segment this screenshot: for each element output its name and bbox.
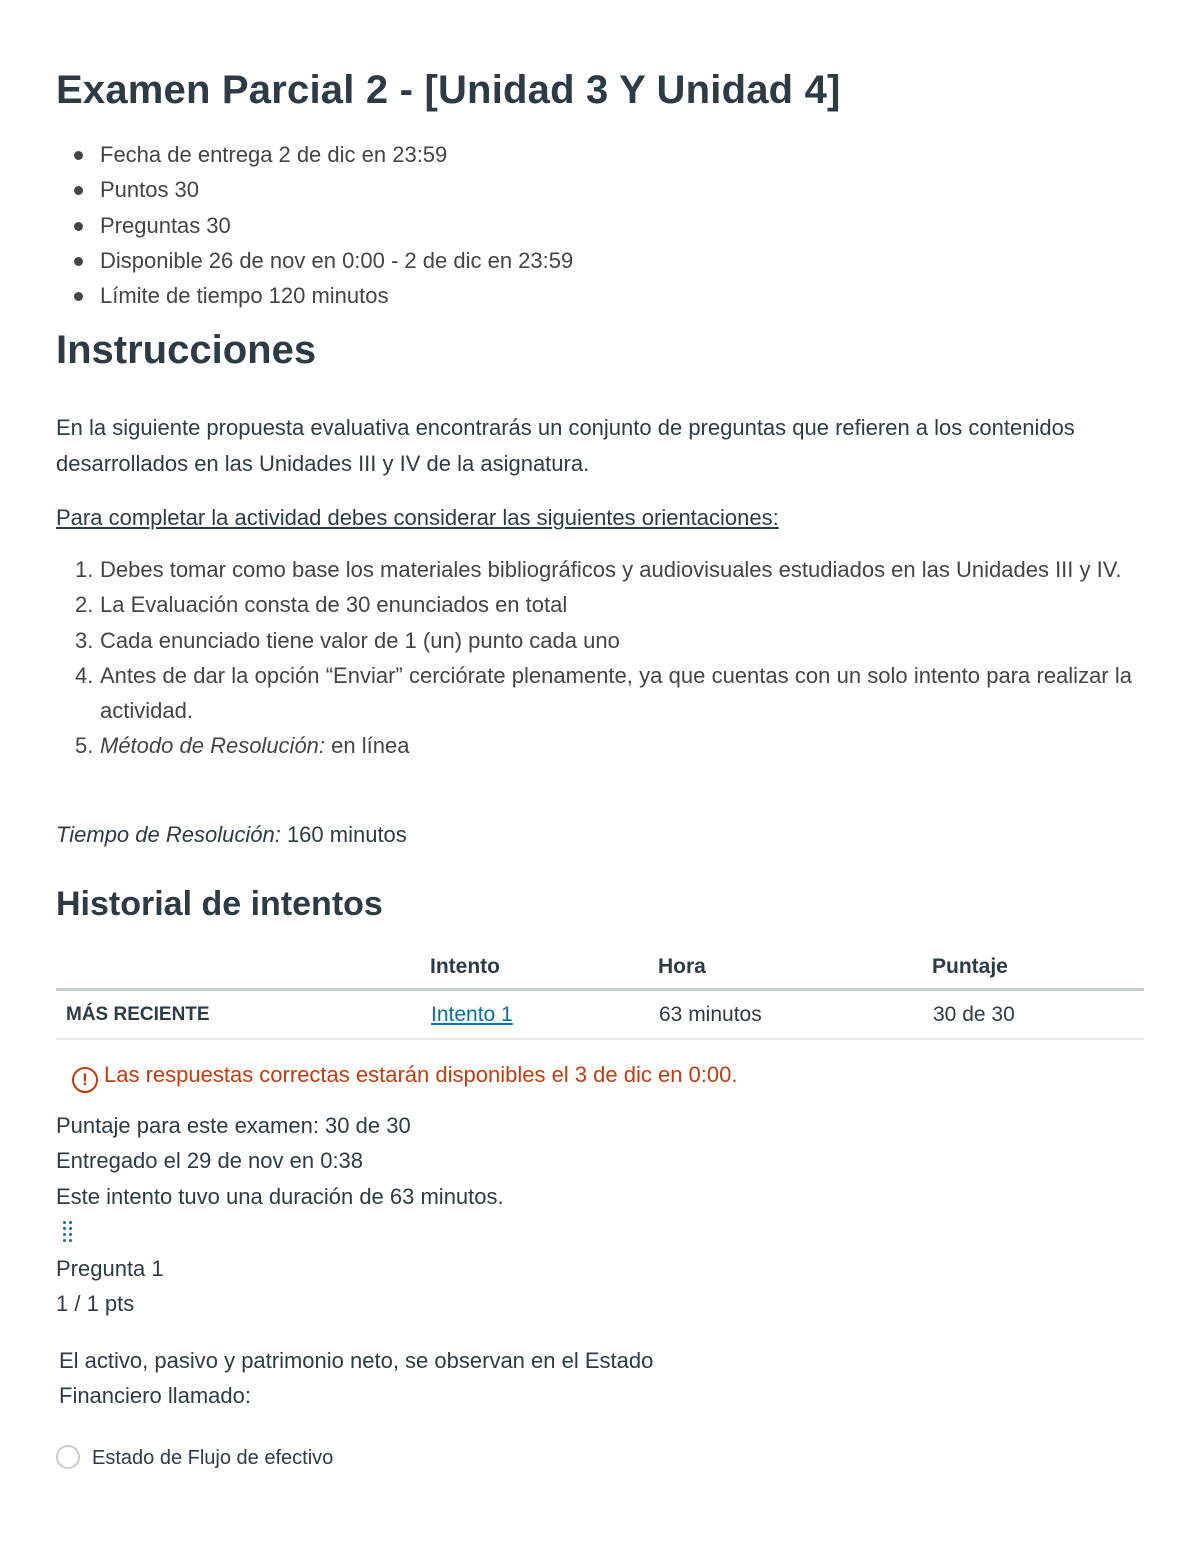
quiz-details — [56, 137, 573, 313]
submitted-at: Entregado el 29 de nov en 0:38 — [56, 1148, 364, 1174]
attempts-table — [56, 946, 1144, 1040]
exam-score: Puntaje para este examen: 30 de 30 — [56, 1113, 411, 1138]
column-header — [56, 946, 430, 990]
answer-option[interactable] — [56, 1443, 333, 1473]
step-item: 3. Cada enunciado tiene valor de 1 (un) punto cada uno — [75, 627, 620, 653]
history-heading: Historial de intentos — [56, 885, 383, 923]
detail-due: Fecha de entrega 2 de dic en 23:59 — [56, 137, 573, 172]
question-title: Pregunta 1 — [56, 1256, 164, 1281]
time-cell: 63 minutos — [658, 990, 932, 1040]
most-recent-label: MÁS RECIENTE — [56, 990, 430, 1040]
drag-handle-icon[interactable] — [62, 1220, 74, 1244]
column-header: Puntaje — [932, 946, 1144, 990]
step-item: 4. Antes de dar la opción “Enviar” cerciórate plenamente, ya que cuentas con un solo intento para realizar la actividad. — [75, 662, 1132, 724]
attempt-link[interactable]: Intento 1 — [431, 1002, 513, 1026]
detail-available: Disponible 26 de nov en 0:00 - 2 de dic en 23:59 — [56, 243, 573, 278]
instructions-steps — [56, 552, 1132, 764]
answer-label: Estado de Flujo de efectivo — [92, 1447, 334, 1469]
table-row — [56, 990, 1144, 1040]
attempt-duration: Este intento tuvo una duración de 63 minutos. — [56, 1183, 504, 1209]
detail-time-limit: Límite de tiempo 120 minutos — [56, 278, 573, 313]
detail-points: Puntos 30 — [56, 172, 573, 207]
answers-notice: ! Las respuestas correctas estarán disponibles el 3 de dic en 0:00. — [72, 1058, 738, 1093]
step-item: 2. La Evaluación consta de 30 enunciados en total — [75, 592, 568, 618]
instructions-intro: En la siguiente propuesta evaluativa encontrarás un conjunto de preguntas que refieren a los contenidos desarrollados en las Unidades III y IV de la asignatura. — [56, 415, 1075, 476]
attempt-cell — [430, 990, 658, 1040]
score-cell: 30 de 30 — [932, 990, 1144, 1040]
step-item: 1. Debes tomar como base los materiales bibliográficos y audiovisuales estudiados en las Unidades III y IV. — [75, 557, 1122, 582]
step-item: 5. Método de Resolución: en línea — [75, 733, 410, 759]
radio-button[interactable] — [56, 1445, 80, 1469]
orientations-title: Para completar la actividad debes considerar las siguientes orientaciones: — [56, 505, 779, 530]
detail-questions: Preguntas 30 — [56, 208, 573, 243]
warning-icon: ! — [72, 1067, 98, 1093]
question-text: El activo, pasivo y patrimonio neto, se observan en el Estado Financiero llamado: — [59, 1348, 654, 1409]
question-points: 1 / 1 pts — [56, 1291, 135, 1317]
column-header: Intento — [430, 946, 658, 990]
question-header — [56, 1251, 164, 1322]
instructions-heading: Instrucciones — [56, 328, 317, 372]
column-header: Hora — [658, 946, 932, 990]
attempt-summary — [56, 1108, 504, 1214]
resolution-time: Tiempo de Resolución: 160 minutos — [56, 822, 407, 847]
table-header-row — [56, 946, 1144, 990]
page-title: Examen Parcial 2 - [Unidad 3 Y Unidad 4] — [56, 68, 841, 112]
